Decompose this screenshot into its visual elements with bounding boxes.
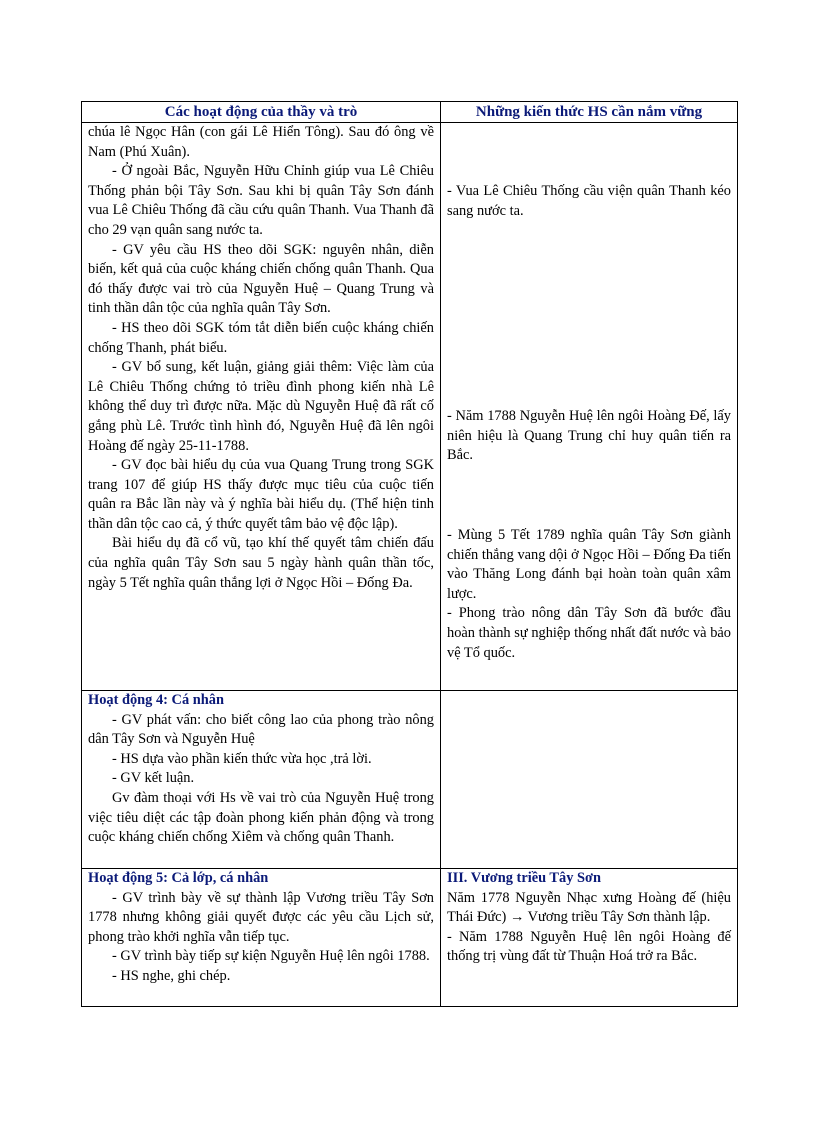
header-knowledge: Những kiến thức HS cần nắm vững <box>441 102 738 123</box>
knowledge-cell <box>441 123 738 691</box>
paragraph: - HS theo dõi SGK tóm tắt diễn biến cuộc kháng chiến chống Thanh, phát biểu. <box>88 319 434 356</box>
paragraph: - GV đọc bài hiểu dụ của vua Quang Trung trong SGK trang 107 để giúp HS thấy được mục tiêu của cuộc tiến quân ra Bắc lần này và ý nghĩa bài hiểu dụ. (Thể hiện tinh thần dân tộc cao cả, ý thức quyết tâm bảo vệ độc lập). <box>88 457 434 532</box>
paragraph: - HS nghe, ghi chép. <box>112 967 231 984</box>
paragraph: - GV bổ sung, kết luận, giảng giải thêm: Việc làm của Lê Chiêu Thống chứng tỏ triều đình phong kiến nhà Lê không thể duy trì được nữa. Mặc dù Nguyễn Huệ đã rất cố gắng phù Lê. Trước tình hình đó, Nguyễn Huệ đã lên ngôi Hoàng đế ngày 25-11-1788. <box>88 359 434 454</box>
paragraph: chúa lê Ngọc Hân (con gái Lê Hiển Tông). Sau đó ông về Nam (Phú Xuân). <box>88 124 434 160</box>
knowledge-point: Năm 1778 Nguyễn Nhạc xưng Hoàng đế (hiệu Thái Đức) → Vương triều Tây Sơn thành lập. <box>447 889 731 926</box>
table-row <box>82 691 738 869</box>
paragraph: - GV trình bày tiếp sự kiện Nguyễn Huệ lên ngôi 1788. <box>112 948 430 965</box>
knowledge-point: - Năm 1788 Nguyễn Huệ lên ngôi Hoàng Đế, lấy niên hiệu là Quang Trung chỉ huy quân tiến ra Bắc. <box>447 408 731 464</box>
activities-cell <box>82 691 441 869</box>
knowledge-cell <box>441 691 738 869</box>
lesson-table <box>81 101 738 1007</box>
paragraph: - GV phát vấn: cho biết công lao của phong trào nông dân Tây Sơn và Nguyễn Huệ <box>88 711 434 748</box>
knowledge-cell <box>441 869 738 1007</box>
paragraph: - HS dựa vào phần kiến thức vừa học ,trả lời. <box>112 750 372 767</box>
activities-cell <box>82 123 441 691</box>
knowledge-point: - Năm 1788 Nguyễn Huệ lên ngôi Hoàng đế thống trị vùng đất từ Thuận Hoá trở ra Bắc. <box>447 928 731 965</box>
table-row <box>82 869 738 1007</box>
table-row <box>82 123 738 691</box>
activity-title: Hoạt động 5: Cả lớp, cá nhân <box>88 870 269 886</box>
knowledge-point: - Vua Lê Chiêu Thống cầu viện quân Thanh kéo sang nước ta. <box>447 183 731 219</box>
activities-cell <box>82 869 441 1007</box>
paragraph: - GV trình bày về sự thành lập Vương triều Tây Sơn 1778 nhưng không giải quyết được các yêu cầu Lịch sử, phong trào khởi nghĩa vẫn tiếp tục. <box>88 889 434 945</box>
paragraph: Bài hiểu dụ đã cổ vũ, tạo khí thế quyết tâm chiến đấu của nghĩa quân Tây Sơn sau 5 ngày hành quân thần tốc, ngày 5 Tết nghĩa quân thắng lợi ở Ngọc Hồi – Đống Đa. <box>88 535 434 591</box>
paragraph: Gv đàm thoại với Hs về vai trò của Nguyễn Huệ trong việc tiêu diệt các tập đoàn phong kiến phản động và trong cuộc kháng chiến chống Xiêm và chống quân Thanh. <box>88 789 434 846</box>
header-activities: Các hoạt động của thầy và trò <box>82 102 441 123</box>
paragraph: - GV yêu cầu HS theo dõi SGK: nguyên nhân, diễn biến, kết quả của cuộc kháng chiến chống quân Thanh. Qua đó thấy được vai trò của Nguyễn Huệ – Quang Trung và tinh thần dân tộc của nghĩa quân Tây Sơn. <box>88 241 434 317</box>
knowledge-point: - Phong trào nông dân Tây Sơn đã bước đầu hoàn thành sự nghiệp thống nhất đất nước và bảo vệ Tổ quốc. <box>447 605 731 661</box>
activity-title: Hoạt động 4: Cá nhân <box>88 692 224 708</box>
paragraph: - Ở ngoài Bắc, Nguyễn Hữu Chỉnh giúp vua Lê Chiêu Thống phản bội Tây Sơn. Sau khi bị quân Tây Sơn đánh vua Lê Chiêu Thống đã cầu cứu quân Thanh. Vua Thanh đã cho 29 vạn quân sang nước ta. <box>88 163 434 238</box>
table-header-row <box>82 102 738 123</box>
section-title: III. Vương triều Tây Sơn <box>447 870 601 886</box>
paragraph: - GV kết luận. <box>112 770 195 787</box>
knowledge-point: - Mùng 5 Tết 1789 nghĩa quân Tây Sơn giành chiến thắng vang dội ở Ngọc Hồi – Đống Đa tiến vào Thăng Long đánh bại hoàn toàn quân xâm lược. <box>447 526 731 602</box>
